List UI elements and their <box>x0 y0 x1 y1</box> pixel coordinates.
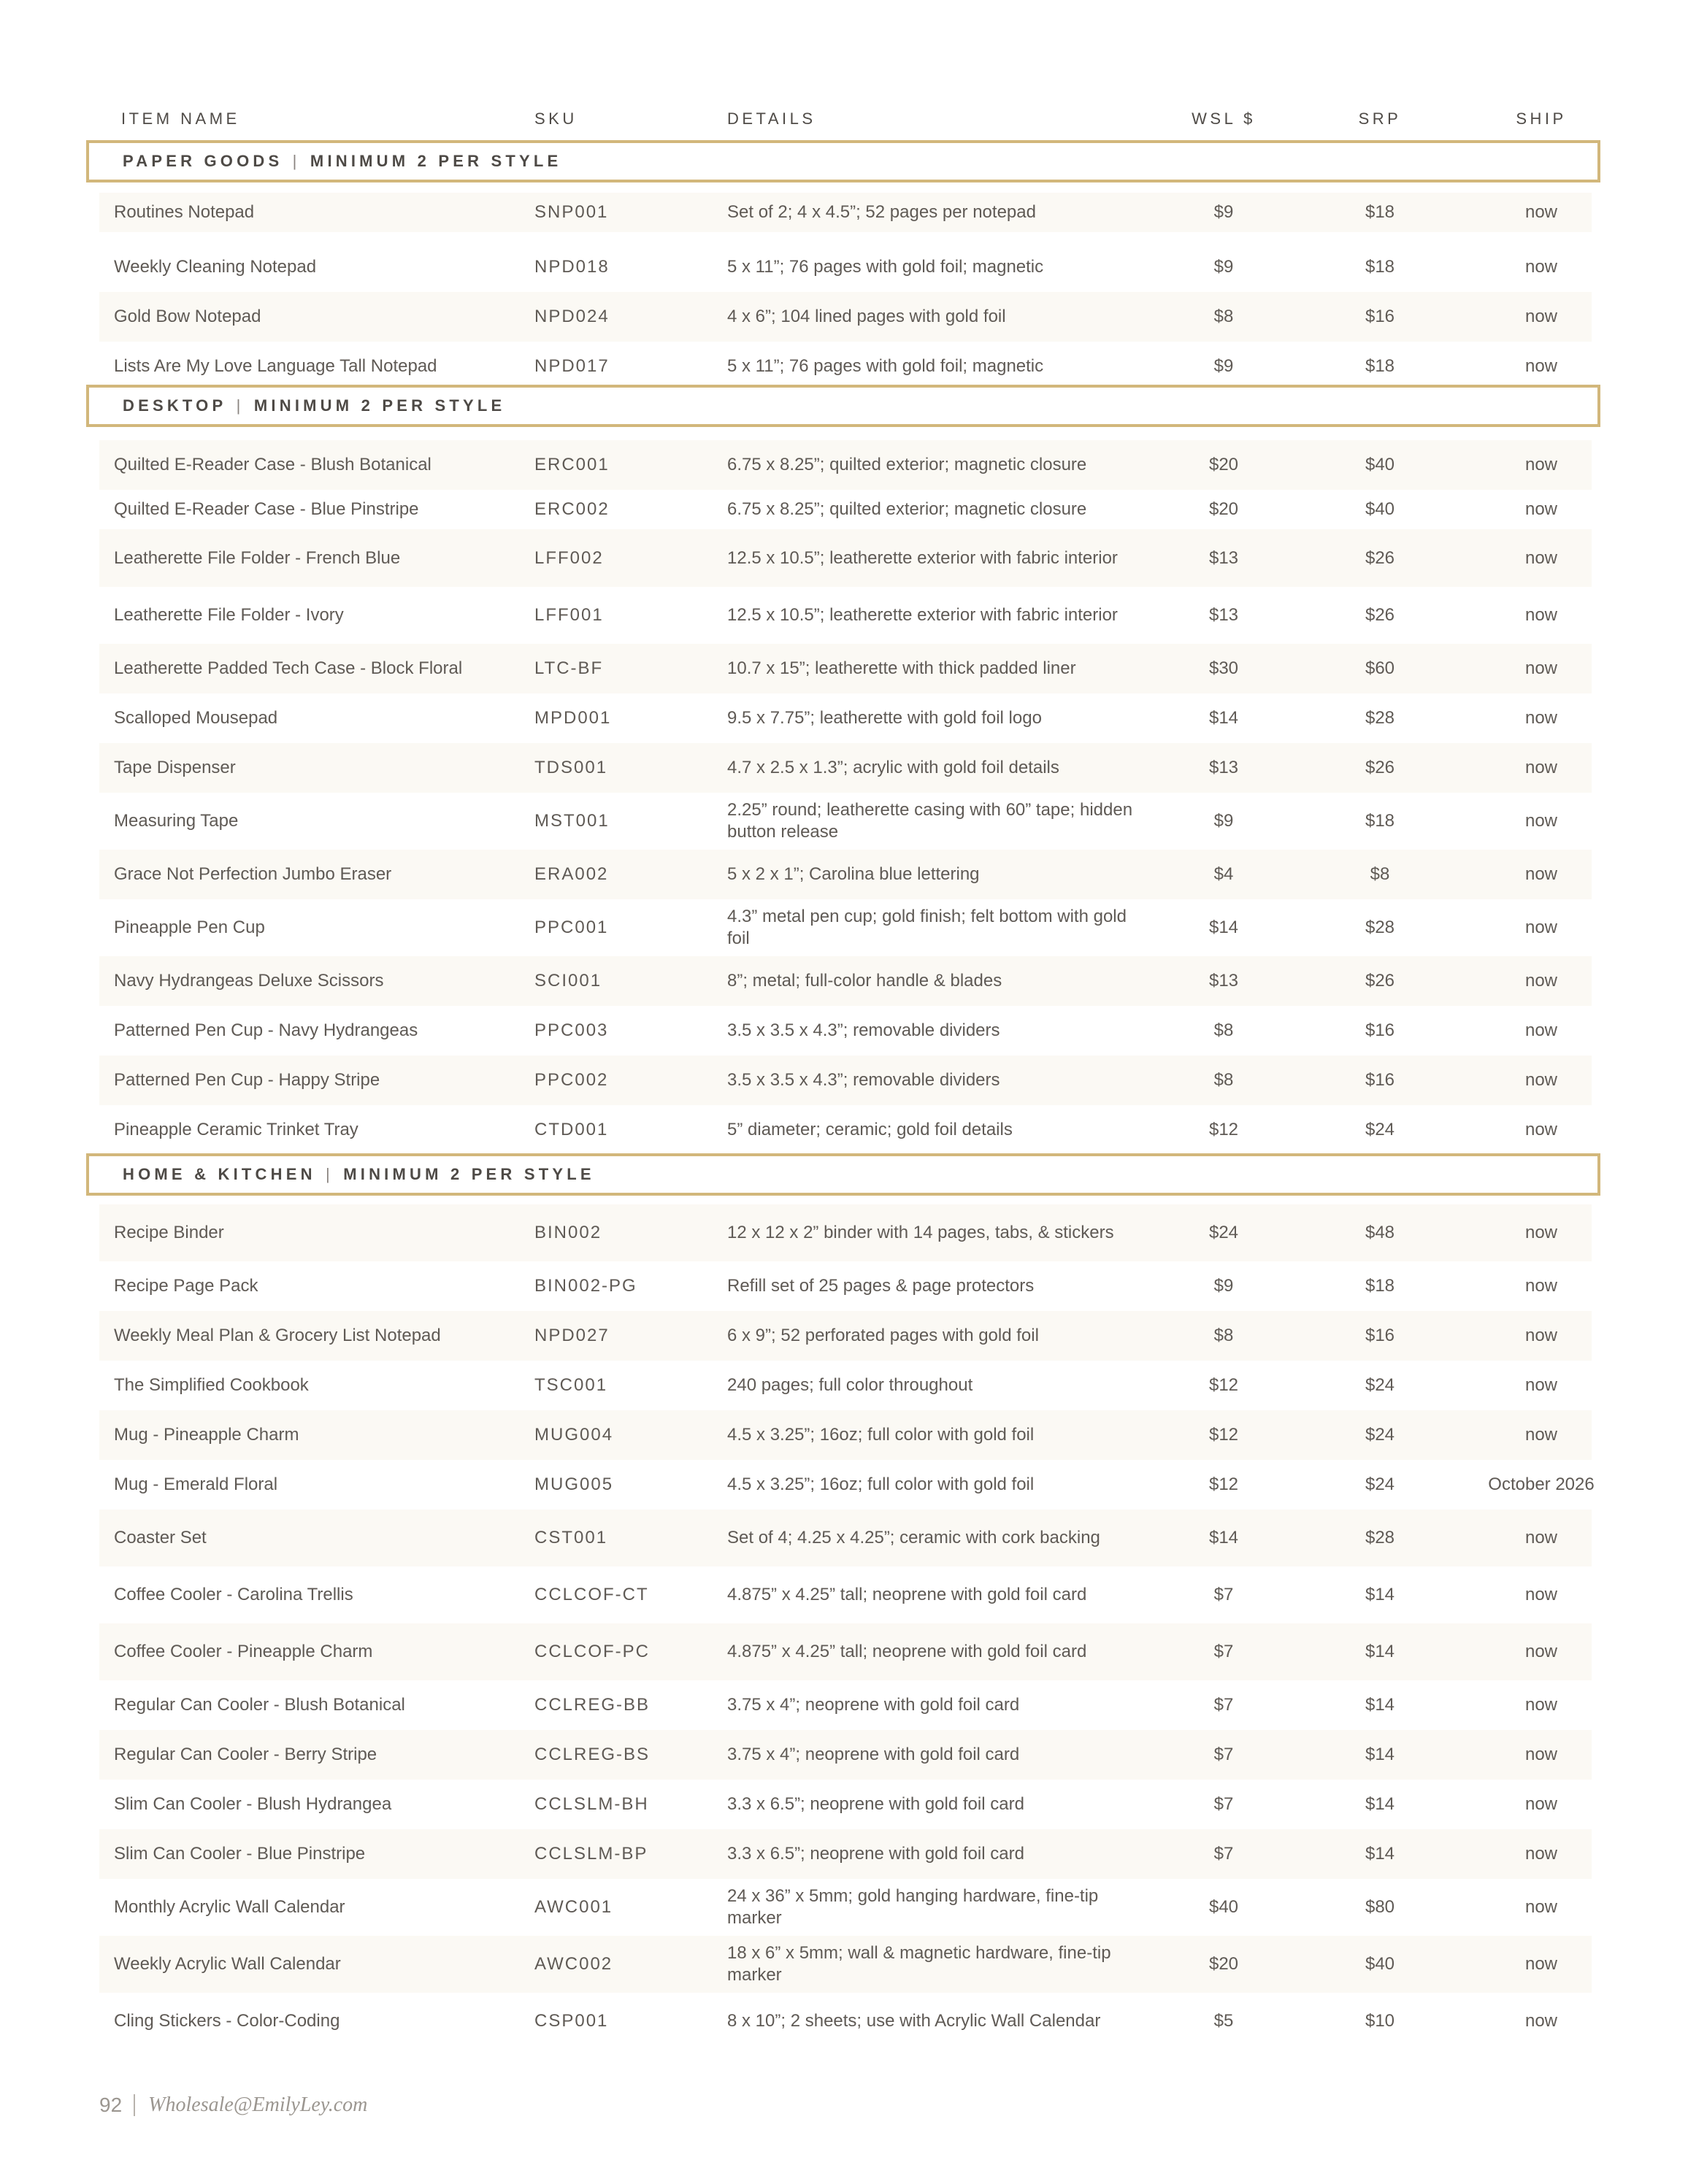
cell-sku: CCLSLM-BH <box>534 1794 649 1814</box>
cell-sku: CST001 <box>534 1528 608 1547</box>
table-row <box>99 1261 1592 1311</box>
table-row <box>99 743 1592 793</box>
cell-srp: $48 <box>1365 1223 1395 1242</box>
cell-ship: now <box>1524 356 1558 376</box>
table-row <box>99 644 1592 693</box>
cell-details: 4.5 x 3.25”; 16oz; full color with gold foil <box>727 1425 1035 1445</box>
cell-srp: $28 <box>1365 708 1395 728</box>
cell-name: Patterned Pen Cup - Happy Stripe <box>114 1070 380 1090</box>
cell-details: 3.3 x 6.5”; neoprene with gold foil card <box>727 1794 1024 1814</box>
cell-name: Cling Stickers - Color-Coding <box>114 2011 340 2031</box>
section-separator: | <box>317 1165 342 1183</box>
column-header-srp: SRP <box>1358 109 1402 128</box>
cell-ship: now <box>1524 1326 1558 1345</box>
cell-sku: MUG005 <box>534 1474 614 1494</box>
cell-details: 5 x 11”; 76 pages with gold foil; magnetic <box>727 257 1044 277</box>
cell-sku: CCLREG-BB <box>534 1695 651 1715</box>
cell-details: 240 pages; full color throughout <box>727 1375 973 1395</box>
cell-wsl: $7 <box>1213 1745 1234 1764</box>
cell-wsl: $12 <box>1208 1425 1239 1445</box>
cell-name: Mug - Pineapple Charm <box>114 1425 299 1445</box>
cell-ship: now <box>1524 1528 1558 1547</box>
cell-ship: now <box>1524 971 1558 991</box>
cell-name: Leatherette File Folder - French Blue <box>114 547 401 568</box>
cell-wsl: $7 <box>1213 1642 1234 1661</box>
cell-srp: $14 <box>1365 1695 1395 1715</box>
cell-details: 18 x 6” x 5mm; wall & magnetic hardware, fine-tip marker <box>727 1943 1111 1985</box>
cell-wsl: $24 <box>1208 1223 1239 1242</box>
cell-sku: PPC002 <box>534 1070 609 1090</box>
cell-details: 12 x 12 x 2” binder with 14 pages, tabs, & stickers <box>727 1223 1114 1242</box>
table-row <box>99 1311 1592 1361</box>
cell-name: Recipe Page Pack <box>114 1276 258 1296</box>
table-row <box>99 1680 1592 1730</box>
cell-wsl: $20 <box>1208 455 1239 474</box>
cell-srp: $16 <box>1365 1020 1395 1040</box>
cell-srp: $60 <box>1365 658 1395 678</box>
cell-ship: now <box>1524 811 1558 831</box>
table-row <box>99 793 1592 850</box>
cell-name: Slim Can Cooler - Blush Hydrangea <box>114 1794 392 1814</box>
cell-name: Coffee Cooler - Carolina Trellis <box>114 1585 353 1604</box>
table-row <box>99 1879 1592 1936</box>
cell-sku: PPC003 <box>534 1020 609 1040</box>
cell-sku: CSP001 <box>534 2011 609 2031</box>
cell-wsl: $4 <box>1213 864 1234 884</box>
cell-srp: $24 <box>1365 1474 1395 1494</box>
cell-ship: now <box>1524 658 1558 678</box>
cell-name: Leatherette File Folder - Ivory <box>114 605 344 625</box>
cell-ship: now <box>1524 1375 1558 1395</box>
cell-name: Regular Can Cooler - Berry Stripe <box>114 1745 377 1764</box>
cell-name: Scalloped Mousepad <box>114 708 278 728</box>
cell-name: Pineapple Ceramic Trinket Tray <box>114 1120 358 1139</box>
cell-details: 9.5 x 7.75”; leatherette with gold foil logo <box>727 708 1042 728</box>
table-row <box>99 1105 1592 1155</box>
cell-wsl: $13 <box>1208 605 1239 625</box>
section-title <box>123 396 505 415</box>
cell-sku: PPC001 <box>534 918 609 937</box>
section-header <box>86 140 1600 182</box>
cell-ship: now <box>1524 1070 1558 1090</box>
cell-wsl: $14 <box>1208 918 1239 937</box>
wholesale-email[interactable]: Wholesale@EmilyLey.com <box>148 2093 368 2116</box>
cell-srp: $14 <box>1365 1745 1395 1764</box>
table-row <box>99 1410 1592 1460</box>
cell-wsl: $8 <box>1213 1326 1234 1345</box>
cell-details: 3.5 x 3.5 x 4.3”; removable dividers <box>727 1020 1000 1040</box>
cell-ship: now <box>1524 1642 1558 1661</box>
section-header <box>86 385 1600 427</box>
cell-wsl: $9 <box>1213 356 1234 376</box>
section-minimum: MINIMUM 2 PER STYLE <box>253 396 506 415</box>
table-row <box>99 490 1592 529</box>
cell-wsl: $20 <box>1208 499 1239 519</box>
page-number: 92 <box>99 2093 123 2116</box>
cell-ship: now <box>1524 1276 1558 1296</box>
cell-details: 4.875” x 4.25” tall; neoprene with gold foil card <box>727 1585 1087 1604</box>
cell-details: 3.5 x 3.5 x 4.3”; removable dividers <box>727 1070 1000 1090</box>
cell-name: Slim Can Cooler - Blue Pinstripe <box>114 1844 366 1864</box>
cell-name: Recipe Binder <box>114 1223 224 1242</box>
cell-wsl: $5 <box>1213 2011 1234 2031</box>
cell-sku: NPD027 <box>534 1326 610 1345</box>
footer-divider <box>134 2094 135 2116</box>
section-header <box>86 1153 1600 1196</box>
section-name: HOME & KITCHEN <box>123 1165 316 1183</box>
cell-name: Mug - Emerald Floral <box>114 1474 278 1494</box>
cell-srp: $14 <box>1365 1585 1395 1604</box>
cell-ship: now <box>1524 499 1558 519</box>
cell-srp: $18 <box>1365 257 1395 277</box>
cell-srp: $14 <box>1365 1844 1395 1864</box>
cell-wsl: $7 <box>1213 1844 1234 1864</box>
cell-srp: $26 <box>1365 971 1395 991</box>
table-row <box>99 956 1592 1006</box>
cell-sku: CCLCOF-PC <box>534 1642 651 1661</box>
cell-name: Quilted E-Reader Case - Blush Botanical <box>114 455 431 474</box>
cell-ship: now <box>1524 1954 1558 1974</box>
cell-sku: MUG004 <box>534 1425 614 1445</box>
cell-name: Coffee Cooler - Pineapple Charm <box>114 1642 373 1661</box>
cell-wsl: $20 <box>1208 1954 1239 1974</box>
cell-name: Measuring Tape <box>114 811 239 831</box>
cell-sku: BIN002 <box>534 1223 602 1242</box>
cell-ship: now <box>1524 1695 1558 1715</box>
section-title <box>123 152 561 171</box>
cell-ship: now <box>1524 455 1558 474</box>
cell-srp: $24 <box>1365 1375 1395 1395</box>
cell-srp: $18 <box>1365 202 1395 222</box>
cell-details: 6 x 9”; 52 perforated pages with gold foil <box>727 1326 1039 1345</box>
cell-wsl: $7 <box>1213 1695 1234 1715</box>
table-row <box>99 1623 1592 1680</box>
cell-wsl: $8 <box>1213 1070 1234 1090</box>
cell-sku: TDS001 <box>534 758 608 777</box>
table-row <box>99 1566 1592 1623</box>
cell-sku: ERC001 <box>534 455 610 474</box>
cell-srp: $40 <box>1365 1954 1395 1974</box>
cell-srp: $14 <box>1365 1642 1395 1661</box>
cell-name: Weekly Cleaning Notepad <box>114 257 317 277</box>
cell-wsl: $13 <box>1208 758 1239 777</box>
table-row <box>99 1936 1592 1993</box>
column-header-details: DETAILS <box>727 109 816 128</box>
cell-name: Weekly Acrylic Wall Calendar <box>114 1954 341 1974</box>
cell-sku: LFF001 <box>534 605 604 625</box>
cell-sku: SNP001 <box>534 202 609 222</box>
cell-wsl: $7 <box>1213 1585 1234 1604</box>
cell-ship: now <box>1524 1897 1558 1917</box>
cell-ship: now <box>1524 1223 1558 1242</box>
cell-name: Monthly Acrylic Wall Calendar <box>114 1897 345 1917</box>
cell-ship: now <box>1524 918 1558 937</box>
table-row <box>99 587 1592 644</box>
cell-sku: SCI001 <box>534 971 602 991</box>
cell-name: Weekly Meal Plan & Grocery List Notepad <box>114 1326 441 1345</box>
table-row <box>99 342 1592 391</box>
cell-name: The Simplified Cookbook <box>114 1375 309 1395</box>
cell-srp: $26 <box>1365 758 1395 777</box>
cell-wsl: $12 <box>1208 1120 1239 1139</box>
cell-sku: AWC001 <box>534 1897 613 1917</box>
cell-name: Quilted E-Reader Case - Blue Pinstripe <box>114 499 419 519</box>
cell-wsl: $9 <box>1213 202 1234 222</box>
cell-sku: NPD018 <box>534 257 610 277</box>
cell-ship: now <box>1524 1844 1558 1864</box>
cell-details: 3.75 x 4”; neoprene with gold foil card <box>727 1695 1020 1715</box>
column-header-wsl: WSL $ <box>1192 109 1256 128</box>
cell-srp: $18 <box>1365 1276 1395 1296</box>
cell-details: 4.5 x 3.25”; 16oz; full color with gold foil <box>727 1474 1035 1494</box>
table-row <box>99 1006 1592 1056</box>
cell-details: 12.5 x 10.5”; leatherette exterior with fabric interior <box>727 547 1118 568</box>
cell-wsl: $9 <box>1213 811 1234 831</box>
table-row <box>99 1056 1592 1105</box>
cell-ship: October 2026 <box>1488 1474 1595 1494</box>
cell-details: 4.3” metal pen cup; gold finish; felt bottom with gold foil <box>727 907 1127 948</box>
table-row <box>99 899 1592 956</box>
column-header-ship: SHIP <box>1516 109 1567 128</box>
cell-srp: $8 <box>1370 864 1390 884</box>
cell-wsl: $12 <box>1208 1375 1239 1395</box>
cell-srp: $40 <box>1365 499 1395 519</box>
cell-ship: now <box>1524 1120 1558 1139</box>
cell-ship: now <box>1524 758 1558 777</box>
section-name: PAPER GOODS <box>123 152 283 170</box>
table-row <box>99 529 1592 587</box>
table-row <box>99 1829 1592 1879</box>
cell-srp: $24 <box>1365 1425 1395 1445</box>
cell-ship: now <box>1524 1794 1558 1814</box>
table-row <box>99 1460 1595 1510</box>
page-footer <box>99 2091 367 2120</box>
cell-wsl: $30 <box>1208 658 1239 678</box>
cell-name: Routines Notepad <box>114 202 255 222</box>
cell-srp: $16 <box>1365 1070 1395 1090</box>
cell-ship: now <box>1524 1745 1558 1764</box>
cell-details: 6.75 x 8.25”; quilted exterior; magnetic closure <box>727 499 1087 519</box>
cell-ship: now <box>1524 257 1558 277</box>
cell-name: Pineapple Pen Cup <box>114 918 265 937</box>
cell-sku: CCLSLM-BP <box>534 1844 648 1864</box>
cell-details: 5” diameter; ceramic; gold foil details <box>727 1120 1013 1139</box>
table-row <box>99 1204 1592 1261</box>
cell-wsl: $7 <box>1213 1794 1234 1814</box>
cell-srp: $80 <box>1365 1897 1395 1917</box>
cell-ship: now <box>1524 307 1558 326</box>
cell-srp: $18 <box>1365 811 1395 831</box>
section-minimum: MINIMUM 2 PER STYLE <box>310 152 562 170</box>
cell-sku: LFF002 <box>534 547 604 568</box>
column-header-sku: SKU <box>534 109 578 128</box>
cell-details: 4.7 x 2.5 x 1.3”; acrylic with gold foil details <box>727 758 1059 777</box>
cell-srp: $40 <box>1365 455 1395 474</box>
cell-wsl: $8 <box>1213 1020 1234 1040</box>
cell-ship: now <box>1524 1020 1558 1040</box>
cell-ship: now <box>1524 708 1558 728</box>
cell-srp: $10 <box>1365 2011 1395 2031</box>
cell-srp: $16 <box>1365 1326 1395 1345</box>
cell-details: Set of 4; 4.25 x 4.25”; ceramic with cork backing <box>727 1528 1100 1547</box>
table-row <box>99 1361 1592 1410</box>
cell-details: 4.875” x 4.25” tall; neoprene with gold foil card <box>727 1642 1087 1661</box>
cell-details: Refill set of 25 pages & page protectors <box>727 1276 1035 1296</box>
section-separator: | <box>284 152 309 170</box>
cell-sku: ERC002 <box>534 499 610 519</box>
cell-sku: TSC001 <box>534 1375 608 1395</box>
column-header-item-name: ITEM NAME <box>121 109 240 128</box>
section-separator: | <box>228 396 253 415</box>
table-row <box>99 1993 1592 2050</box>
cell-ship: now <box>1524 547 1558 568</box>
section-minimum: MINIMUM 2 PER STYLE <box>343 1165 595 1183</box>
cell-name: Patterned Pen Cup - Navy Hydrangeas <box>114 1020 418 1040</box>
cell-srp: $18 <box>1365 356 1395 376</box>
cell-wsl: $13 <box>1208 971 1239 991</box>
cell-sku: CCLCOF-CT <box>534 1585 649 1604</box>
cell-details: 5 x 11”; 76 pages with gold foil; magnetic <box>727 356 1044 376</box>
cell-ship: now <box>1524 864 1558 884</box>
cell-ship: now <box>1524 1425 1558 1445</box>
cell-srp: $26 <box>1365 547 1395 568</box>
cell-details: 5 x 2 x 1”; Carolina blue lettering <box>727 864 980 884</box>
table-row <box>99 1730 1592 1780</box>
cell-sku: ERA002 <box>534 864 609 884</box>
cell-details: 12.5 x 10.5”; leatherette exterior with fabric interior <box>727 605 1118 625</box>
cell-details: 4 x 6”; 104 lined pages with gold foil <box>727 307 1006 326</box>
cell-details: 3.75 x 4”; neoprene with gold foil card <box>727 1745 1020 1764</box>
cell-sku: NPD024 <box>534 307 610 326</box>
cell-wsl: $9 <box>1213 257 1234 277</box>
cell-details: 8 x 10”; 2 sheets; use with Acrylic Wall Calendar <box>727 2011 1101 2031</box>
cell-name: Coaster Set <box>114 1528 207 1547</box>
table-row <box>99 693 1592 743</box>
cell-wsl: $14 <box>1208 708 1239 728</box>
cell-sku: CTD001 <box>534 1120 609 1139</box>
cell-details: 2.25” round; leatherette casing with 60” tape; hidden button release <box>727 800 1133 842</box>
cell-sku: MPD001 <box>534 708 612 728</box>
table-header <box>99 102 1592 136</box>
cell-wsl: $12 <box>1208 1474 1239 1494</box>
cell-name: Lists Are My Love Language Tall Notepad <box>114 356 437 376</box>
cell-wsl: $8 <box>1213 307 1234 326</box>
table-row <box>99 440 1592 490</box>
cell-name: Tape Dispenser <box>114 758 236 777</box>
section-title <box>123 1165 595 1184</box>
table-row <box>99 1780 1592 1829</box>
cell-srp: $26 <box>1365 605 1395 625</box>
table-row <box>99 242 1592 292</box>
cell-srp: $14 <box>1365 1794 1395 1814</box>
cell-details: Set of 2; 4 x 4.5”; 52 pages per notepad <box>727 202 1036 222</box>
cell-details: 24 x 36” x 5mm; gold hanging hardware, fine-tip marker <box>727 1886 1099 1928</box>
cell-srp: $24 <box>1365 1120 1395 1139</box>
cell-sku: NPD017 <box>534 356 610 376</box>
cell-wsl: $9 <box>1213 1276 1234 1296</box>
cell-srp: $16 <box>1365 307 1395 326</box>
cell-details: 6.75 x 8.25”; quilted exterior; magnetic closure <box>727 455 1087 474</box>
table-row <box>99 850 1592 899</box>
cell-details: 3.3 x 6.5”; neoprene with gold foil card <box>727 1844 1024 1864</box>
cell-sku: MST001 <box>534 811 610 831</box>
cell-wsl: $13 <box>1208 547 1239 568</box>
cell-name: Navy Hydrangeas Deluxe Scissors <box>114 971 384 991</box>
section-name: DESKTOP <box>123 396 227 415</box>
cell-sku: LTC-BF <box>534 658 604 678</box>
cell-srp: $28 <box>1365 1528 1395 1547</box>
cell-details: 10.7 x 15”; leatherette with thick padded liner <box>727 658 1076 678</box>
cell-name: Regular Can Cooler - Blush Botanical <box>114 1695 405 1715</box>
cell-wsl: $40 <box>1208 1897 1239 1917</box>
table-row <box>99 1510 1592 1566</box>
cell-sku: CCLREG-BS <box>534 1745 651 1764</box>
cell-details: 8”; metal; full-color handle & blades <box>727 971 1002 991</box>
cell-srp: $28 <box>1365 918 1395 937</box>
table-row <box>99 193 1592 232</box>
cell-sku: AWC002 <box>534 1954 613 1974</box>
table-row <box>99 292 1592 342</box>
cell-ship: now <box>1524 1585 1558 1604</box>
cell-name: Gold Bow Notepad <box>114 307 261 326</box>
cell-name: Leatherette Padded Tech Case - Block Floral <box>114 658 463 678</box>
cell-ship: now <box>1524 202 1558 222</box>
cell-wsl: $14 <box>1208 1528 1239 1547</box>
cell-ship: now <box>1524 605 1558 625</box>
cell-name: Grace Not Perfection Jumbo Eraser <box>114 864 392 884</box>
cell-ship: now <box>1524 2011 1558 2031</box>
cell-sku: BIN002-PG <box>534 1276 637 1296</box>
